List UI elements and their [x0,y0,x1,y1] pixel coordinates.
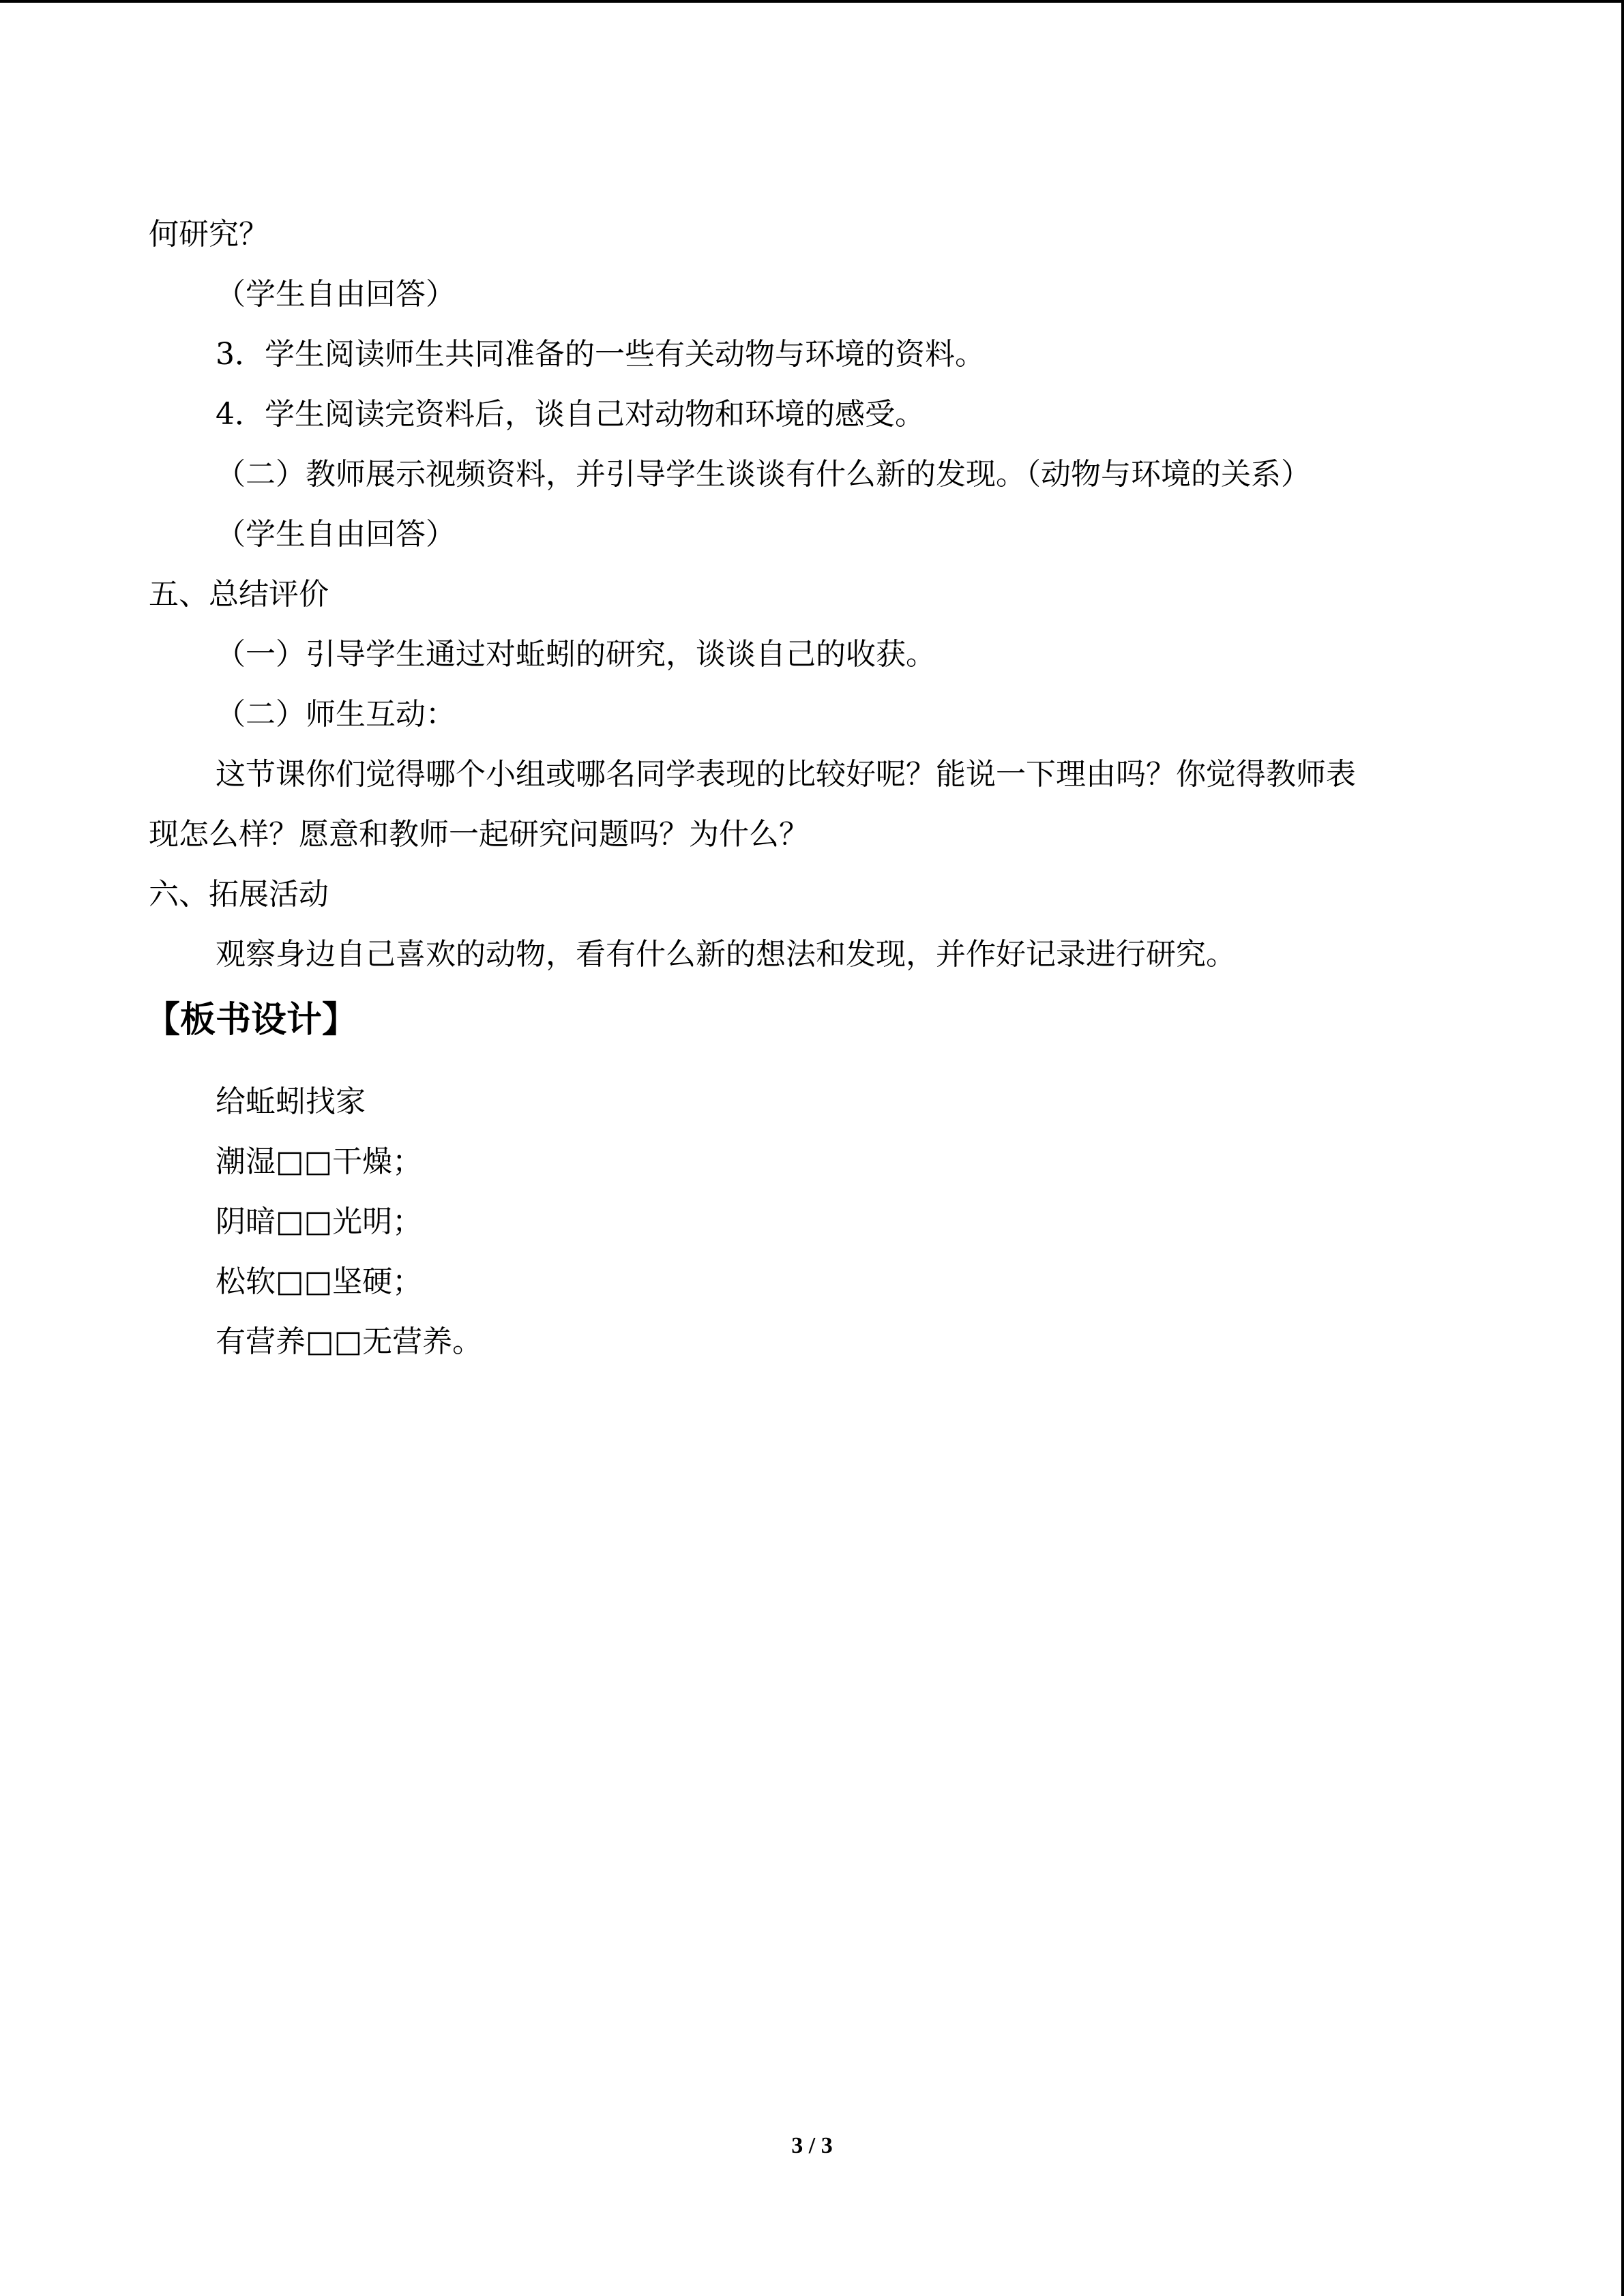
body-line: （一）引导学生通过对蚯蚓的研究，谈谈自己的收获。 [216,637,936,672]
body-line: （学生自由回答） [216,277,456,312]
page-border-right [1621,0,1624,2296]
body-line: （二）教师展示视频资料，并引导学生谈谈有什么新的发现。（动物与环境的关系） [216,457,1311,492]
section-heading: 六、拓展活动 [149,877,329,912]
board-line: 有营养□□无营养。 [216,1324,483,1359]
page-border-top [0,0,1624,3]
page-number: 3 / 3 [791,2133,833,2158]
body-line: 观察身边自己喜欢的动物，看有什么新的想法和发现，并作好记录进行研究。 [216,937,1236,972]
board-line: 松软□□坚硬； [216,1264,423,1299]
body-line: 4．学生阅读完资料后，谈自己对动物和环境的感受。 [216,397,925,432]
body-line: 现怎么样？愿意和教师一起研究问题吗？为什么？ [149,817,809,852]
board-line: 潮湿□□干燥； [216,1144,423,1179]
body-line: 这节课你们觉得哪个小组或哪名同学表现的比较好呢？能说一下理由吗？你觉得教师表 [216,757,1356,792]
body-line: 3．学生阅读师生共同准备的一些有关动物与环境的资料。 [216,337,985,372]
board-line: 阴暗□□光明； [216,1204,423,1239]
body-line: （学生自由回答） [216,517,456,552]
body-line: （二）师生互动： [216,697,456,732]
board-line: 给蚯蚓找家 [216,1084,366,1119]
board-design-heading: 【板书设计】 [145,999,358,1041]
section-heading: 五、总结评价 [149,577,329,612]
body-line: 何研究？ [149,217,269,252]
